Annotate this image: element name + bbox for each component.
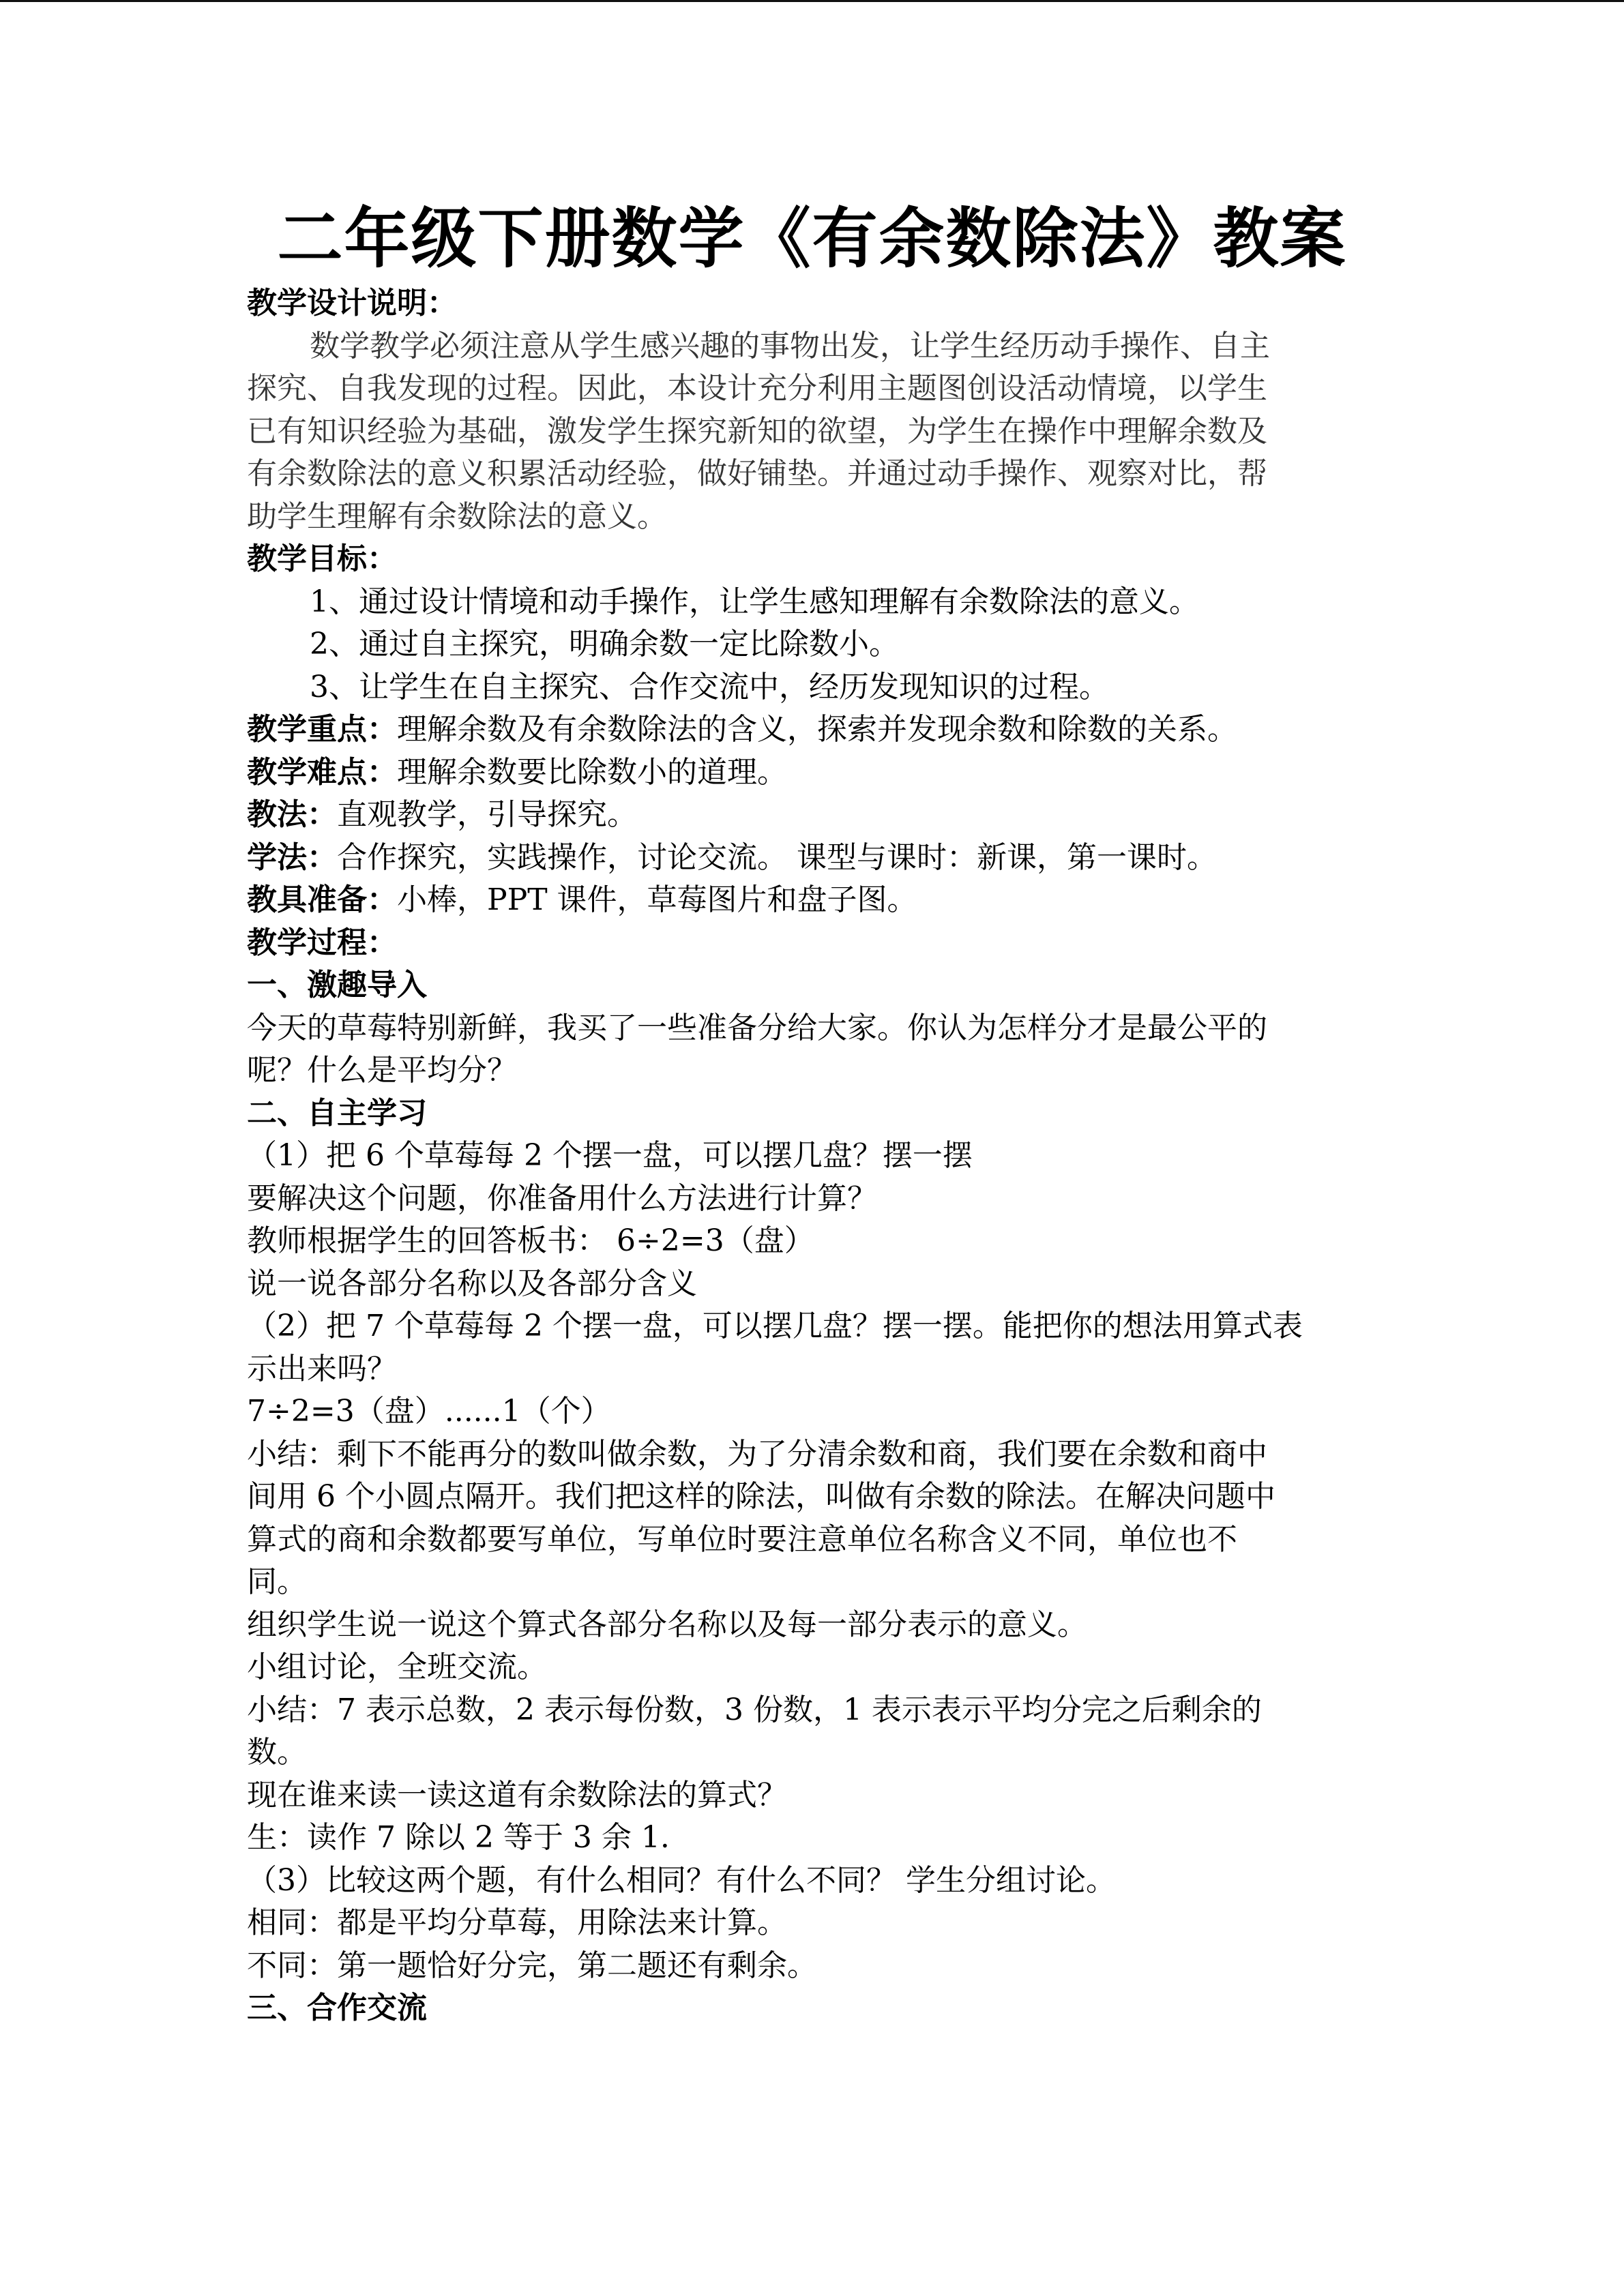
section-2-line: 算式的商和余数都要写单位，写单位时要注意单位名称含义不同，单位也不 [247,1521,1237,1557]
section-2-line: （2）把 7 个草莓每 2 个摆一盘，可以摆几盘？摆一摆。能把你的想法用算式表 [247,1309,1303,1343]
materials-line [247,879,1379,922]
teaching-method-label: 教法： [247,797,337,832]
section-2-line: 小组讨论，全班交流。 [247,1650,547,1684]
section-2-line: 数。 [247,1735,307,1770]
section-2-line: 说一说各部分名称以及各部分含义 [247,1266,697,1301]
section-1-line: 今天的草莓特别新鲜，我买了一些准备分给大家。你认为怎样分才是最公平的 [247,1010,1267,1045]
document-title: 二年级下册数学《有余数除法》教案 [277,200,1347,277]
section-2-heading: 二、自主学习 [247,1095,427,1131]
top-border-line [0,0,1624,2]
difficulty-label: 教学难点： [247,754,397,790]
learning-method-text: 合作探究，实践操作，讨论交流。 课型与课时：新课，第一课时。 [337,839,1217,875]
materials-text: 小棒，PPT 课件，草莓图片和盘子图。 [397,882,917,917]
section-2-line: （3）比较这两个题，有什么相同？有什么不同？ 学生分组讨论。 [247,1862,1116,1898]
learning-method-label: 学法： [247,839,337,875]
design-paragraph-line: 已有知识经验为基础，激发学生探究新知的欲望，为学生在操作中理解余数及 [247,413,1267,449]
goal-item: 1、通过设计情境和动手操作，让学生感知理解有余数除法的意义。 [310,584,1199,619]
document-body [247,282,1379,2030]
design-paragraph-line: 有余数除法的意义积累活动经验，做好铺垫。并通过动手操作、观察对比，帮 [247,456,1267,491]
design-paragraph-line: 探究、自我发现的过程。因此，本设计充分利用主题图创设活动情境，以学生 [247,371,1267,406]
section-2-line: 间用 6 个小圆点隔开。我们把这样的除法，叫做有余数的除法。在解决问题中 [247,1479,1275,1514]
section-2-line: 同。 [247,1564,307,1599]
goals-heading: 教学目标： [247,541,397,576]
design-paragraph-line: 助学生理解有余数除法的意义。 [247,498,667,534]
goal-item: 3、让学生在自主探究、合作交流中，经历发现知识的过程。 [310,669,1109,704]
difficulty-text: 理解余数要比除数小的道理。 [397,754,787,790]
materials-label: 教具准备： [247,882,397,917]
key-point-label: 教学重点： [247,712,397,747]
section-2-line: 生：读作 7 除以 2 等于 3 余 1. [247,1820,670,1855]
design-heading: 教学设计说明： [247,286,457,320]
teaching-method-line [247,794,1379,837]
goal-item: 2、通过自主探究，明确余数一定比除数小。 [310,627,899,661]
design-paragraph-line: 数学教学必须注意从学生感兴趣的事物出发，让学生经历动手操作、自主 [310,328,1270,363]
learning-method-line [247,837,1379,880]
section-1-heading: 一、激趣导入 [247,968,427,1002]
section-2-line: 相同：都是平均分草莓，用除法来计算。 [247,1905,787,1940]
difficulty-line [247,751,1379,794]
key-point-text: 理解余数及有余数除法的含义，探索并发现余数和除数的关系。 [397,712,1237,747]
section-2-line: 示出来吗？ [247,1351,397,1386]
process-heading: 教学过程： [247,925,397,960]
section-2-line: 小结：7 表示总数，2 表示每份数，3 份数，1 表示表示平均分完之后剩余的 [247,1692,1262,1727]
teaching-method-text: 直观教学，引导探究。 [337,797,637,832]
section-2-line: 组织学生说一说这个算式各部分名称以及每一部分表示的意义。 [247,1607,1087,1642]
section-1-line: 呢？什么是平均分？ [247,1053,517,1088]
section-2-line: 教师根据学生的回答板书： 6÷2=3（盘） [247,1223,814,1258]
section-2-line: 不同：第一题恰好分完，第二题还有剩余。 [247,1948,817,1983]
section-2-line: 小结：剩下不能再分的数叫做余数，为了分清余数和商，我们要在余数和商中 [247,1436,1267,1472]
key-point-line [247,709,1379,751]
section-2-line: 7÷2=3（盘）......1（个） [247,1394,611,1429]
section-2-line: 现在谁来读一读这道有余数除法的算式？ [247,1777,787,1813]
section-2-line: 要解决这个问题，你准备用什么方法进行计算？ [247,1180,877,1216]
section-2-line: （1）把 6 个草莓每 2 个摆一盘，可以摆几盘？摆一摆 [247,1138,973,1173]
section-3-heading: 三、合作交流 [247,1991,427,2025]
